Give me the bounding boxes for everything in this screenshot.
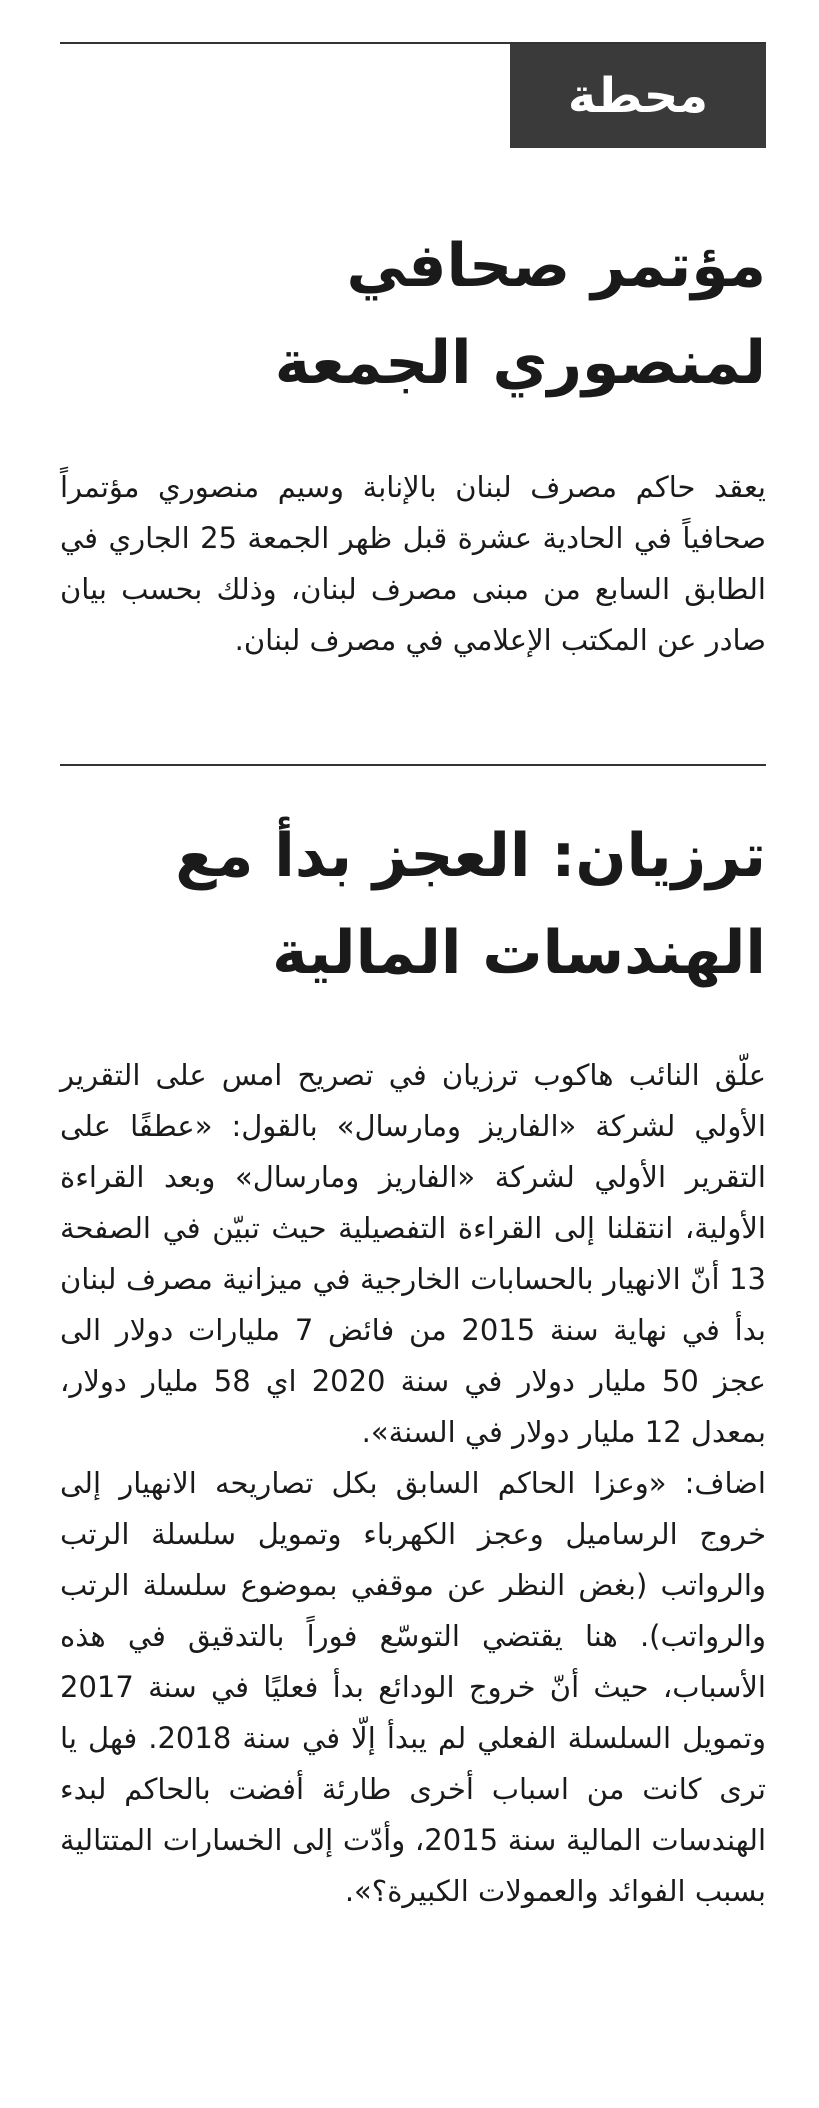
- news-page: [60, 0, 766, 1917]
- article-2-paragraph-2: اضاف: «وعزا الحاكم السابق بكل تصاريحه الانهيار إلى خروج الرساميل وعجز الكهرباء وتمويل سلسلة الرتب والرواتب (بغض النظر عن موقفي بموضوع سلسلة الرتب والرواتب). هنا يقتضي التوسّع فوراً بالتدقيق في هذه الأسباب، حيث أنّ خروج الودائع بدأ فعليًا في سنة 2017 وتمويل السلسلة الفعلي لم يبدأ إلّا في سنة 2018. فهل يا ترى كانت من اسباب أخرى طارئة أفضت بالحاكم لبدء الهندسات المالية سنة 2015، وأدّت إلى الخسارات المتتالية بسبب الفوائد والعمولات الكبيرة؟».: [60, 1466, 766, 1908]
- article-2-paragraph-1: علّق النائب هاكوب ترزيان في تصريح امس على التقرير الأولي لشركة «الفاريز ومارسال» بالقول: «عطفًا على التقرير الأولي لشركة «الفاريز ومارسال» وبعد القراءة الأولية، انتقلنا إلى القراءة التفصيلية حيث تبيّن في الصفحة 13 أنّ الانهيار بالحسابات الخارجية في ميزانية مصرف لبنان بدأ في نهاية سنة 2015 من فائض 7 مليارات دولار الى عجز 50 مليار دولار في سنة 2020 اي 58 مليار دولار، بمعدل 12 مليار دولار في السنة».: [60, 1058, 766, 1449]
- section-tag: محطة: [510, 44, 766, 148]
- article-1-body: يعقد حاكم مصرف لبنان بالإنابة وسيم منصوري مؤتمراً صحافياً في الحادية عشرة قبل ظهر الجمعة 25 الجاري في الطابق السابع من مبنى مصرف لبنان، وذلك بحسب بيان صادر عن المكتب الإعلامي في مصرف لبنان.: [60, 470, 766, 657]
- article-mansouri-conference: [60, 218, 766, 666]
- article-terzian-deficit: [60, 808, 766, 1917]
- section-header: [60, 44, 766, 150]
- article-divider: [60, 764, 766, 766]
- article-2-headline: ترزيان: العجز بدأ مع الهندسات المالية: [175, 821, 766, 988]
- article-1-headline: مؤتمر صحافي لمنصوري الجمعة: [274, 231, 766, 398]
